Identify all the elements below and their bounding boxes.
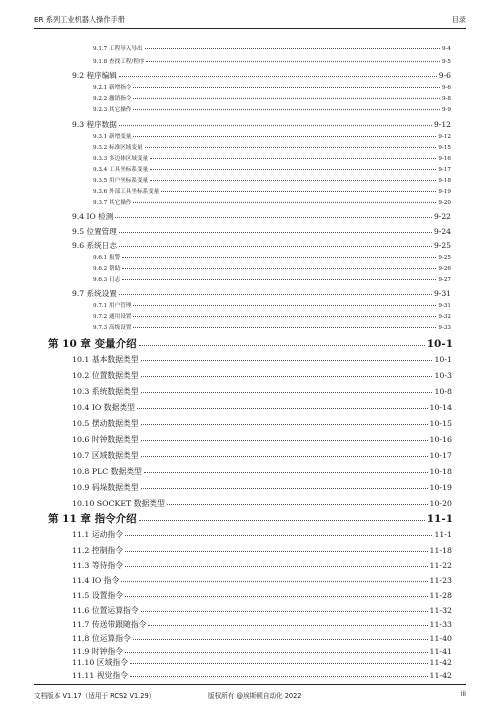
toc-entry-page: 9-15 <box>438 145 451 151</box>
toc-entry-title: 9.4 IO 检测 <box>72 212 114 221</box>
toc-entry[interactable] <box>72 484 452 492</box>
toc-entry[interactable] <box>72 500 452 508</box>
toc-entry-page: 11-22 <box>429 561 452 570</box>
toc-entry-title: 9.3.6 外部工具坐标系变量 <box>93 189 160 195</box>
toc-entry-page: 9-26 <box>438 266 451 272</box>
toc-entry-page: 11-18 <box>429 546 452 555</box>
toc-entry-page: 9-8 <box>441 96 451 102</box>
toc-leader-dots <box>125 596 427 597</box>
toc-entry-title: 第 11 章 指令介绍 <box>48 513 137 525</box>
toc-entry-title: 11.8 位运算指令 <box>72 634 131 643</box>
toc-leader-dots <box>137 408 428 409</box>
toc-entry[interactable] <box>72 577 452 585</box>
toc-entry-title: 11.10 区域指令 <box>72 658 128 667</box>
toc-entry-page: 9-12 <box>438 134 451 140</box>
toc-entry-title: 9.2.2 撤销指令 <box>93 96 132 102</box>
toc-leader-dots <box>119 232 432 233</box>
toc-entry[interactable] <box>93 201 451 207</box>
toc-entry[interactable] <box>72 372 452 380</box>
toc-entry[interactable] <box>93 135 451 141</box>
toc-entry-page: 9-18 <box>438 178 451 184</box>
toc-entry[interactable] <box>72 547 452 555</box>
toc-entry[interactable] <box>72 468 452 476</box>
toc-leader-dots <box>145 48 440 49</box>
toc-entry-page: 10-14 <box>429 403 452 412</box>
toc-leader-dots <box>139 345 425 346</box>
toc-entry-title: 9.7.3 高级设置 <box>93 325 132 331</box>
toc-entry[interactable] <box>72 659 452 667</box>
toc-entry-page: 9-6 <box>438 71 451 80</box>
toc-entry[interactable] <box>93 97 451 103</box>
toc-entry-title: 10.2 位置数据类型 <box>72 371 139 380</box>
toc-entry-title: 9.3.7 其它操作 <box>93 200 132 206</box>
toc-leader-dots <box>161 191 436 192</box>
toc-entry-title: 9.3.4 工具坐标系变量 <box>93 167 149 173</box>
toc-entry-title: 9.6 系统日志 <box>72 241 117 250</box>
toc-entry-page: 10-15 <box>429 419 452 428</box>
page-footer <box>34 684 466 700</box>
toc-entry-page: 10-18 <box>429 467 452 476</box>
toc-entry-page: 9-12 <box>433 120 451 129</box>
toc-entry-page: 11-40 <box>429 634 452 643</box>
toc-entry-page: 11-42 <box>429 658 452 667</box>
toc-leader-dots <box>141 424 428 425</box>
toc-entry-page: 11-33 <box>429 620 452 629</box>
toc-entry-title: 10.9 码垛数据类型 <box>72 483 139 492</box>
toc-chapter-entry[interactable] <box>48 514 453 525</box>
toc-entry[interactable] <box>72 404 452 412</box>
toc-leader-dots <box>133 316 436 317</box>
toc-entry[interactable] <box>93 326 451 332</box>
toc-entry-title: 11.6 位置运算指令 <box>72 606 139 615</box>
toc-leader-dots <box>141 611 428 612</box>
toc-entry-title: 11.7 传送带跟随指令 <box>72 620 147 629</box>
toc-entry-title: 9.6.3 日志 <box>93 277 121 283</box>
toc-leader-dots <box>122 257 436 258</box>
toc-entry-title: 9.3.5 用户坐标系变量 <box>93 178 149 184</box>
toc-entry-title: 9.7.1 用户管理 <box>93 303 132 309</box>
toc-entry[interactable] <box>93 108 451 114</box>
toc-leader-dots <box>119 294 432 295</box>
toc-leader-dots <box>167 504 428 505</box>
toc-leader-dots <box>125 652 427 653</box>
toc-entry-page: 9-16 <box>438 156 451 162</box>
toc-entry[interactable] <box>93 146 451 152</box>
toc-entry[interactable] <box>93 278 451 284</box>
toc-entry[interactable] <box>72 436 452 444</box>
toc-entry-page: 11-32 <box>429 606 452 615</box>
toc-entry[interactable] <box>72 672 452 680</box>
toc-entry[interactable] <box>93 267 451 273</box>
toc-entry-title: 9.2 程序编辑 <box>72 71 117 80</box>
toc-entry-page: 9-25 <box>433 241 451 250</box>
toc-entry[interactable] <box>72 621 452 629</box>
toc-entry-title: 9.5 位置管理 <box>72 227 117 236</box>
toc-leader-dots <box>150 158 436 159</box>
toc-entry-page: 9-32 <box>438 314 451 320</box>
toc-entry-page: 10-16 <box>429 435 452 444</box>
toc-entry-title: 11.1 运动指令 <box>72 530 124 539</box>
toc-entry-page: 11-28 <box>429 591 452 600</box>
toc-entry-page: 9-20 <box>438 200 451 206</box>
toc-leader-dots <box>122 279 436 280</box>
toc-entry[interactable] <box>93 256 451 262</box>
toc-leader-dots <box>148 625 427 626</box>
toc-entry-page: 9-17 <box>438 167 451 173</box>
toc-entry-title: 10.7 区域数据类型 <box>72 451 139 460</box>
toc-entry-title: 10.10 SOCKET 数据类型 <box>72 499 165 508</box>
toc-entry-page: 11-1 <box>434 530 452 539</box>
toc-entry-page: 9-33 <box>438 325 451 331</box>
toc-entry[interactable] <box>93 157 451 163</box>
toc-entry-title: 11.4 IO 指令 <box>72 576 120 585</box>
toc-entry-page: 9-9 <box>441 107 451 113</box>
toc-entry[interactable] <box>72 290 451 298</box>
toc-leader-dots <box>122 268 436 269</box>
toc-entry[interactable] <box>72 356 452 364</box>
toc-entry[interactable] <box>72 228 451 236</box>
toc-leader-dots <box>141 488 428 489</box>
toc-entry-title: 9.7 系统设置 <box>72 289 117 298</box>
toc-entry[interactable] <box>72 562 452 570</box>
toc-entry[interactable] <box>72 531 452 539</box>
header-section-title: 目录 <box>451 15 466 24</box>
footer-document-version: 文档版本 V1.17（适用于 RCS2 V1.29） <box>34 692 156 700</box>
toc-entry-title: 11.9 时钟指令 <box>72 647 124 656</box>
toc-entry[interactable] <box>93 168 451 174</box>
toc-leader-dots <box>115 217 432 218</box>
toc-entry[interactable] <box>72 592 452 600</box>
toc-entry-title: 11.11 视觉指令 <box>72 671 128 680</box>
toc-entry-page: 9-24 <box>433 227 451 236</box>
toc-entry-title: 9.2.3 其它操作 <box>93 107 132 113</box>
toc-entry[interactable] <box>72 635 452 643</box>
toc-entry-page: 9-25 <box>438 255 451 261</box>
toc-leader-dots <box>146 61 440 62</box>
toc-leader-dots <box>141 440 428 441</box>
toc-entry-page: 9-22 <box>433 212 451 221</box>
toc-leader-dots <box>139 520 425 521</box>
toc-entry[interactable] <box>72 72 451 80</box>
footer-page-number: iii <box>460 690 466 698</box>
toc-entry-title: 11.2 控制指令 <box>72 546 124 555</box>
toc-entry-page: 10-1 <box>426 338 453 350</box>
toc-entry-page: 9-31 <box>438 303 451 309</box>
toc-entry-title: 10.3 系统数据类型 <box>72 387 139 396</box>
toc-entry-page: 10-1 <box>434 355 452 364</box>
toc-entry-page: 11-1 <box>426 513 453 525</box>
toc-leader-dots <box>119 76 437 77</box>
toc-entry-title: 9.3.1 新增变量 <box>93 134 132 140</box>
toc-entry[interactable] <box>72 388 452 396</box>
toc-entry-title: 11.5 设置指令 <box>72 591 124 600</box>
toc-leader-dots <box>141 376 433 377</box>
toc-leader-dots <box>121 581 427 582</box>
toc-leader-dots <box>133 639 428 640</box>
toc-leader-dots <box>133 109 440 110</box>
toc-entry-title: 10.6 时钟数据类型 <box>72 435 139 444</box>
toc-entry-title: 10.8 PLC 数据类型 <box>72 467 142 476</box>
toc-entry-title: 9.3.2 标准区域变量 <box>93 145 143 151</box>
toc-entry-page: 11-23 <box>429 576 452 585</box>
toc-entry-title: 9.6.2 帮助 <box>93 266 121 272</box>
toc-leader-dots <box>133 136 436 137</box>
toc-entry[interactable] <box>93 315 451 321</box>
toc-entry[interactable] <box>72 648 452 656</box>
toc-leader-dots <box>133 305 436 306</box>
toc-chapter-entry[interactable] <box>48 339 453 350</box>
toc-entry[interactable] <box>72 607 452 615</box>
toc-leader-dots <box>150 180 436 181</box>
header-manual-title: ER 系列工业机器人操作手册 <box>34 15 125 24</box>
toc-entry[interactable] <box>93 86 451 92</box>
toc-leader-dots <box>130 663 428 664</box>
toc-leader-dots <box>133 327 436 328</box>
toc-entry-title: 9.1.8 查找工程/程序 <box>93 59 145 65</box>
toc-entry-page: 11-41 <box>429 647 452 656</box>
toc-leader-dots <box>144 472 428 473</box>
toc-leader-dots <box>133 87 440 88</box>
toc-entry-page: 11-42 <box>429 671 452 680</box>
toc-entry[interactable] <box>93 190 451 196</box>
toc-entry-title: 10.5 摆动数据类型 <box>72 419 139 428</box>
toc-leader-dots <box>133 202 436 203</box>
toc-leader-dots <box>141 392 433 393</box>
toc-entry[interactable] <box>72 420 452 428</box>
toc-entry[interactable] <box>72 242 451 250</box>
toc-entry-title: 9.7.2 通用设置 <box>93 314 132 320</box>
toc-entry-title: 9.1.7 工程导入导出 <box>93 46 143 52</box>
toc-entry[interactable] <box>72 213 451 221</box>
toc-leader-dots <box>130 676 428 677</box>
toc-leader-dots <box>133 98 440 99</box>
footer-copyright: 版权所有 @埃斯顿自动化 2022 <box>208 692 302 700</box>
toc-entry-page: 10-20 <box>429 499 452 508</box>
toc-entry-page: 10-19 <box>429 483 452 492</box>
toc-leader-dots <box>125 566 427 567</box>
toc-entry-title: 第 10 章 变量介绍 <box>48 338 137 350</box>
toc-entry-page: 10-3 <box>434 371 452 380</box>
toc-leader-dots <box>125 535 432 536</box>
toc-entry-title: 9.3.3 多边体区域变量 <box>93 156 149 162</box>
toc-leader-dots <box>141 456 428 457</box>
toc-entry[interactable] <box>93 60 451 66</box>
toc-entry-page: 9-4 <box>441 46 451 52</box>
toc-entry-title: 11.3 等待指令 <box>72 561 124 570</box>
toc-entry-page: 10-8 <box>434 387 452 396</box>
toc-entry-page: 10-17 <box>429 451 452 460</box>
toc-leader-dots <box>119 125 432 126</box>
toc-entry-page: 9-6 <box>441 85 451 91</box>
toc-leader-dots <box>150 169 436 170</box>
toc-leader-dots <box>141 360 433 361</box>
toc-entry[interactable] <box>93 179 451 185</box>
toc-entry[interactable] <box>93 47 451 53</box>
toc-entry-title: 9.2.1 新增指令 <box>93 85 132 91</box>
toc-entry-title: 9.3 程序数据 <box>72 120 117 129</box>
toc-entry-title: 10.1 基本数据类型 <box>72 355 139 364</box>
toc-leader-dots <box>119 246 432 247</box>
toc-entry[interactable] <box>72 452 452 460</box>
toc-leader-dots <box>125 551 427 552</box>
toc-entry-page: 9-31 <box>433 289 451 298</box>
toc-entry-page: 9-19 <box>438 189 451 195</box>
toc-entry-title: 10.4 IO 数据类型 <box>72 403 135 412</box>
toc-entry-title: 9.6.1 报警 <box>93 255 121 261</box>
toc-entry[interactable] <box>72 121 451 129</box>
toc-entry-page: 9-5 <box>441 59 451 65</box>
toc-entry-page: 9-27 <box>438 277 451 283</box>
toc-entry[interactable] <box>93 304 451 310</box>
toc-leader-dots <box>145 147 437 148</box>
